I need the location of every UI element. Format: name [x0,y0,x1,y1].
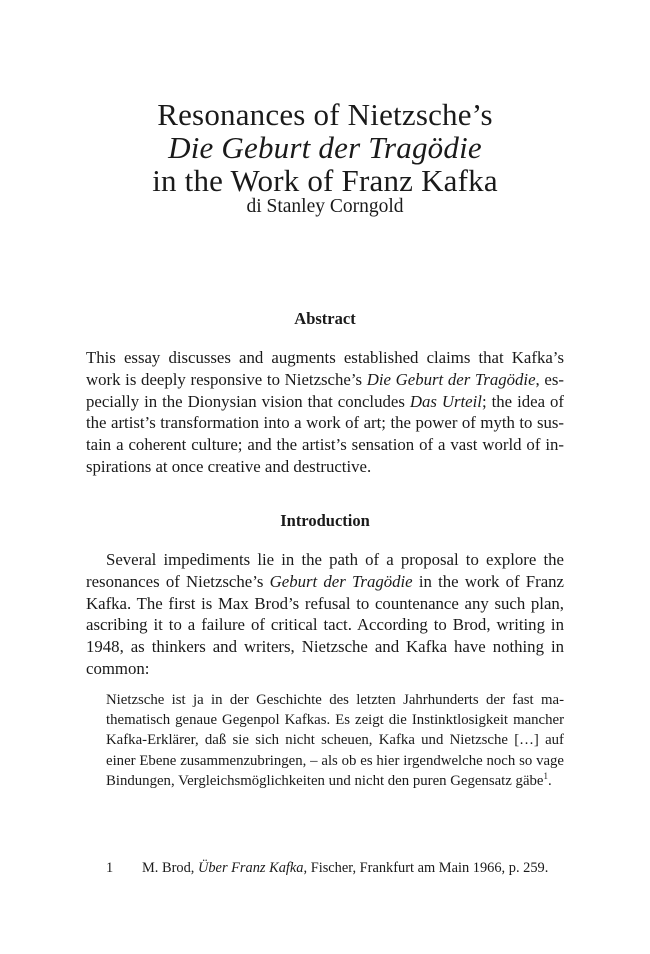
author-byline: di Stanley Corngold [246,196,404,217]
intro-text-1: Several impediments lie in the path of a proposal to explore the resonances of Nietzsche’s [86,550,564,591]
article-title [0,98,650,197]
footnote-number: 1 [106,860,114,876]
abstract-paragraph [86,347,564,478]
abstract-text-2: , especially in the Dionysian vision that concludes [86,369,565,411]
title-line-3: in the Work of Franz Kafka [152,163,498,198]
abstract-text-1: This essay discusses and augments established claims that Kafka’s work is deeply responsive to Nietzsche’s [86,348,564,389]
footnote-emphasis: Über Franz Kafka [197,860,304,876]
footnote [106,859,564,877]
introduction-paragraph [86,549,564,680]
footnote-text-2: , Fischer, Frankfurt am Main 1966, p. 259. [303,860,549,876]
title-line-2: Die Geburt der Tragödie [168,130,482,165]
block-quote: Nietzsche ist ja in der Geschichte des letzten Jahrhunderts der fast mathematisch genaue Gegenpol Kafkas. Es zeigt die Instinktlosigkeit mancher Kafka-Erklärer, daß sie sich nicht scheuen, Kafka und Nietzsche […] auf einer Ebene zusammenzubringen, – als ob es hier irgendwelche noch so vage Bindungen, Vergleichsmöglichkeiten und nicht den puren Gegensatz gäbe$^1$. [106,692,564,789]
intro-text-2: in the work of Franz Kafka. The first is Max Brod’s refusal to countenance any such plan, ascribing it to a failure of critical tact. According to Brod, writing in 1948, as thinkers and writers, Nietzsche and Kafka have nothing in common: [86,571,564,678]
abstract-emphasis-1: Die Geburt der Tragödie [366,369,536,389]
footnote-reference[interactable]: 1 [543,770,548,781]
title-line-1: Resonances of Nietzsche’s [157,97,493,132]
introduction-heading: Introduction [280,511,370,530]
abstract-text-3: ; the idea of the artist’s transformation into a work of art; the power of myth to sustain a coherent culture; and the artist’s sensation of a vast world of inspirations at once creative and destructive. [86,391,564,476]
abstract-heading: Abstract [294,309,356,328]
footnote-text-1: M. Brod, [142,860,198,876]
abstract-emphasis-2: Das Urteil [409,391,482,411]
quote-text: Nietzsche ist ja in der Geschichte des letzten Jahrhunderts der fast mathematisch genaue Gegenpol Kafkas. Es zeigt die Instinktlosigkeit mancher Kafka-Erklärer, daß sie sich nicht scheuen, Kafka und Nietzsche […] auf einer Ebene zusammenzubringen, – als ob es hier irgendwelche noch so vage Bindungen, Vergleichsmöglichkeiten und nicht den puren Gegensatz gäbe [106,692,564,789]
intro-emphasis-1: Geburt der Tragödie [269,571,413,591]
